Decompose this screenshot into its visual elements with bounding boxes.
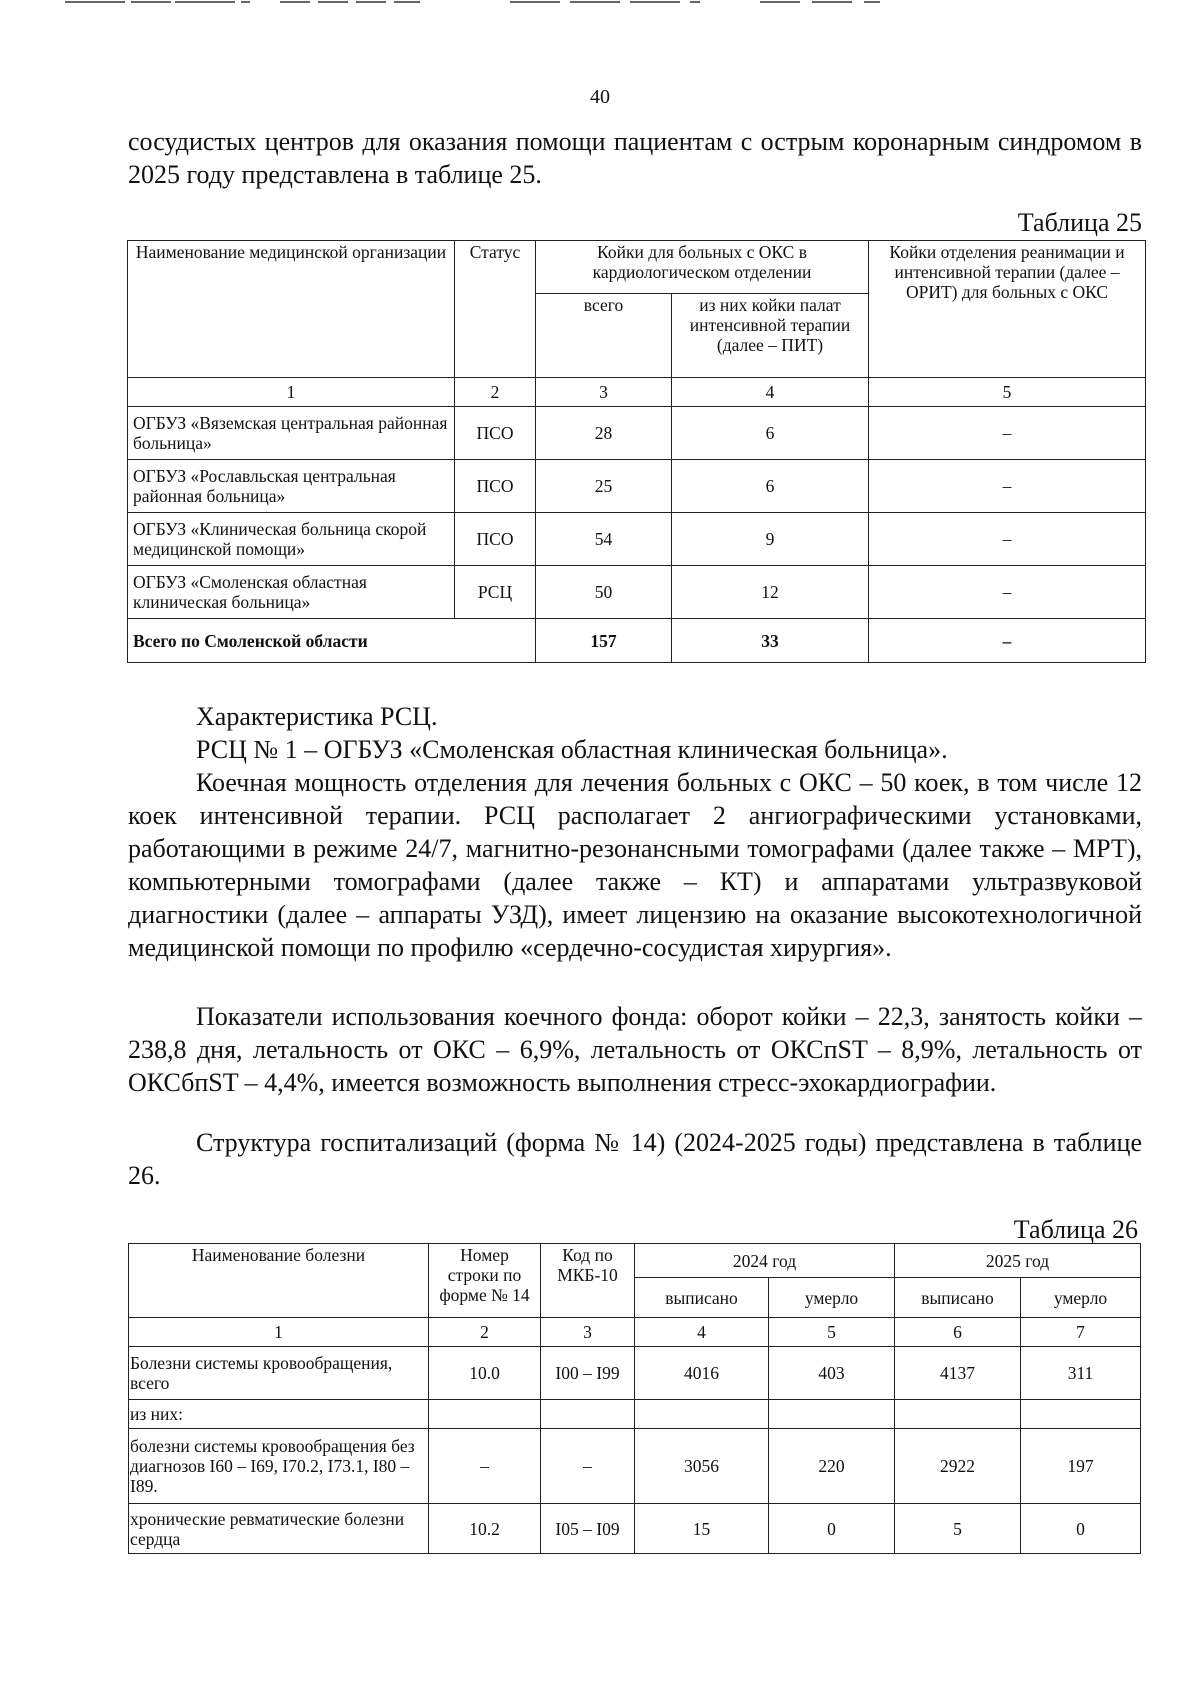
disease-name: из них: — [129, 1400, 429, 1429]
status: ПСО — [455, 460, 536, 513]
total-pit: 33 — [672, 619, 869, 663]
discharged-2024: 15 — [635, 1504, 769, 1554]
header-beds-total: всего — [536, 294, 672, 378]
discharged-2025: 4137 — [895, 1347, 1021, 1400]
table-row — [129, 1347, 1141, 1400]
header-status: Статус — [455, 241, 536, 378]
table-26 — [128, 1243, 1141, 1554]
row-number: 10.0 — [429, 1347, 541, 1400]
colnum: 6 — [895, 1318, 1021, 1347]
header-discharged: выписано — [635, 1278, 769, 1318]
page-number: 40 — [590, 86, 610, 108]
colnum: 7 — [1021, 1318, 1141, 1347]
indicators-paragraph: Показатели использования коечного фонда: оборот койки – 22,3, занятость койки – 238,8 дня, летальность от ОКС – 6,9%, летальность от ОКСпST – 8,9%, летальность от ОКСбпST – 4,4%, имеется возможность выполнения стресс-эхокардиографии. — [128, 1002, 1142, 1097]
status: РСЦ — [455, 566, 536, 619]
org-name: ОГБУЗ «Рославльская центральная районная больница» — [128, 460, 455, 513]
table-row — [129, 1400, 1141, 1429]
beds-total: 50 — [536, 566, 672, 619]
icd-code: – — [541, 1429, 635, 1504]
colnum: 3 — [536, 378, 672, 407]
colnum: 3 — [541, 1318, 635, 1347]
icd-code: I00 – I99 — [541, 1347, 635, 1400]
died-2024: 0 — [769, 1504, 895, 1554]
discharged-2024: 4016 — [635, 1347, 769, 1400]
total-label: Всего по Смоленской области — [128, 619, 536, 663]
died-2025 — [1021, 1400, 1141, 1429]
section-heading: Характеристика РСЦ. — [196, 702, 438, 731]
rsc-line: РСЦ № 1 – ОГБУЗ «Смоленская областная клиническая больница». — [196, 735, 948, 764]
colnum: 1 — [129, 1318, 429, 1347]
header-org-name: Наименование медицинской организации — [128, 241, 455, 378]
structure-paragraph: Структура госпитализаций (форма № 14) (2024-2025 годы) представлена в таблице 26. — [128, 1128, 1142, 1190]
status: ПСО — [455, 407, 536, 460]
table-total-row — [128, 619, 1146, 663]
died-2024 — [769, 1400, 895, 1429]
header-died: умерло — [1021, 1278, 1141, 1318]
died-2025: 197 — [1021, 1429, 1141, 1504]
colnum: 5 — [869, 378, 1146, 407]
header-beds-pit: из них койки палат интенсивной терапии (далее – ПИТ) — [672, 294, 869, 378]
disease-name: Болезни системы кровообращения, всего — [129, 1347, 429, 1400]
row-number — [429, 1400, 541, 1429]
capacity-paragraph: Коечная мощность отделения для лечения больных с ОКС – 50 коек, в том числе 12 коек интенсивной терапии. РСЦ располагает 2 ангиографическими установками, работающими в режиме 24/7, магнитно-резонансными томографами (далее также – МРТ), компьютерными томографами (далее также – КТ) и аппаратами ультразвуковой диагностики (далее – аппараты УЗД), имеет лицензию на оказание высокотехнологичной медицинской помощи по профилю «сердечно-сосудистая хирургия». — [128, 768, 1142, 962]
table-row — [128, 460, 1146, 513]
header-year-2025: 2025 год — [895, 1244, 1141, 1278]
row-number: 10.2 — [429, 1504, 541, 1554]
colnum: 1 — [128, 378, 455, 407]
beds-total: 28 — [536, 407, 672, 460]
discharged-2024: 3056 — [635, 1429, 769, 1504]
header-year-2024: 2024 год — [635, 1244, 895, 1278]
beds-pit: 6 — [672, 460, 869, 513]
table-row — [128, 513, 1146, 566]
header-row-number: Номер строки по форме № 14 — [429, 1244, 541, 1318]
table-row — [128, 566, 1146, 619]
status: ПСО — [455, 513, 536, 566]
header-discharged: выписано — [895, 1278, 1021, 1318]
org-name: ОГБУЗ «Клиническая больница скорой медицинской помощи» — [128, 513, 455, 566]
table-row — [129, 1429, 1141, 1504]
table-row — [128, 407, 1146, 460]
table25-caption: Таблица 25 — [1017, 208, 1142, 237]
beds-pit: 9 — [672, 513, 869, 566]
intro-paragraph: сосудистых центров для оказания помощи пациентам с острым коронарным синдромом в 2025 году представлена в таблице 25. — [128, 127, 1142, 189]
table-row — [129, 1504, 1141, 1554]
total-beds: 157 — [536, 619, 672, 663]
total-orit: – — [869, 619, 1146, 663]
beds-orit: – — [869, 566, 1146, 619]
icd-code: I05 – I09 — [541, 1504, 635, 1554]
beds-total: 25 — [536, 460, 672, 513]
discharged-2025: 2922 — [895, 1429, 1021, 1504]
died-2025: 0 — [1021, 1504, 1141, 1554]
colnum: 2 — [429, 1318, 541, 1347]
colnum: 4 — [635, 1318, 769, 1347]
beds-total: 54 — [536, 513, 672, 566]
org-name: ОГБУЗ «Вяземская центральная районная больница» — [128, 407, 455, 460]
org-name: ОГБУЗ «Смоленская областная клиническая больница» — [128, 566, 455, 619]
table26-caption: Таблица 26 — [1013, 1215, 1138, 1244]
died-2024: 403 — [769, 1347, 895, 1400]
beds-orit: – — [869, 460, 1146, 513]
died-2025: 311 — [1021, 1347, 1141, 1400]
died-2024: 220 — [769, 1429, 895, 1504]
discharged-2025 — [895, 1400, 1021, 1429]
header-icd: Код по МКБ-10 — [541, 1244, 635, 1318]
colnum: 2 — [455, 378, 536, 407]
colnum: 4 — [672, 378, 869, 407]
colnum: 5 — [769, 1318, 895, 1347]
disease-name: болезни системы кровообращения без диагнозов I60 – I69, I70.2, I73.1, I80 – I89. — [129, 1429, 429, 1504]
discharged-2024 — [635, 1400, 769, 1429]
beds-pit: 12 — [672, 566, 869, 619]
table-25 — [127, 240, 1146, 663]
beds-pit: 6 — [672, 407, 869, 460]
beds-orit: – — [869, 513, 1146, 566]
row-number: – — [429, 1429, 541, 1504]
disease-name: хронические ревматические болезни сердца — [129, 1504, 429, 1554]
beds-orit: – — [869, 407, 1146, 460]
discharged-2025: 5 — [895, 1504, 1021, 1554]
scan-artifact-lines — [0, 0, 1200, 6]
icd-code — [541, 1400, 635, 1429]
header-orit: Койки отделения реанимации и интенсивной терапии (далее – ОРИТ) для больных с ОКС — [869, 241, 1146, 378]
header-died: умерло — [769, 1278, 895, 1318]
header-beds-group: Койки для больных с ОКС в кардиологическом отделении — [536, 241, 869, 294]
header-disease: Наименование болезни — [129, 1244, 429, 1318]
